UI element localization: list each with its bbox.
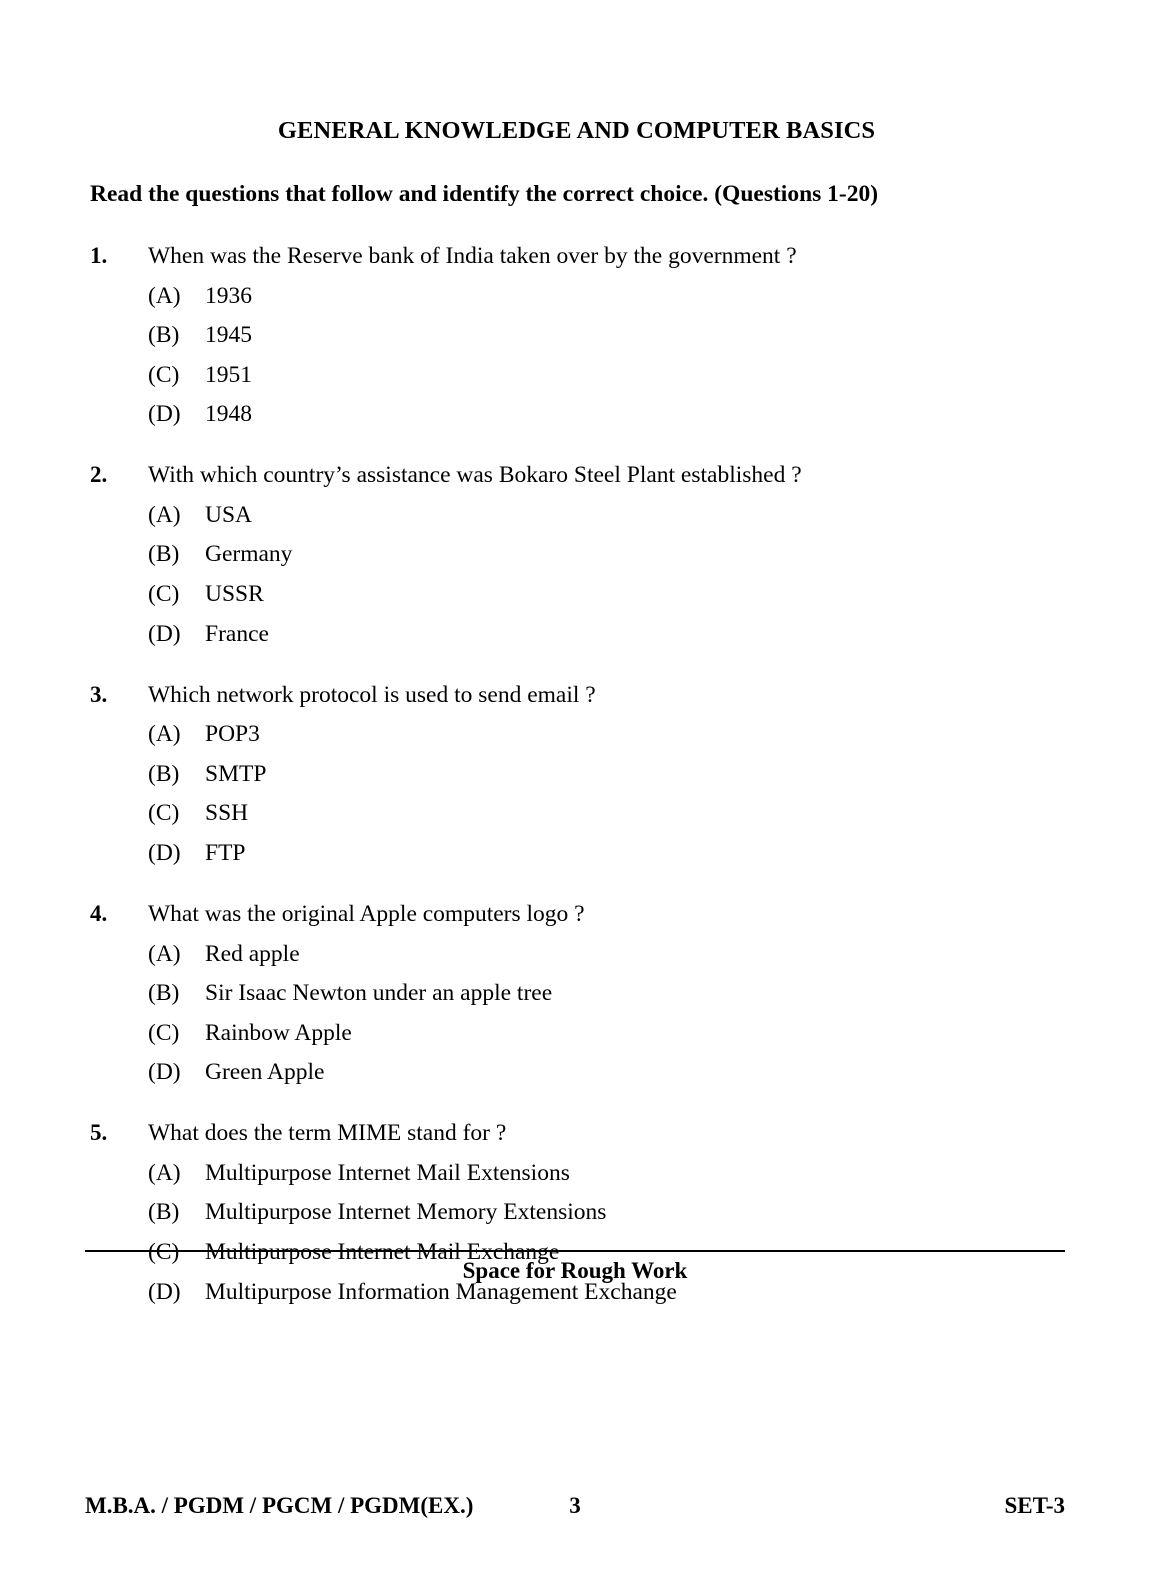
footer-exam-code: M.B.A. / PGDM / PGCM / PGDM(EX.) bbox=[85, 1493, 474, 1518]
page-title: GENERAL KNOWLEDGE AND COMPUTER BASICS bbox=[277, 117, 876, 144]
option-letter: (B) bbox=[148, 322, 180, 349]
option-letter: (A) bbox=[148, 1159, 181, 1186]
question-text: When was the Reserve bank of India taken over by the government ? bbox=[148, 243, 797, 269]
rough-work-divider bbox=[85, 1250, 1065, 1252]
answer-option[interactable] bbox=[90, 318, 1080, 352]
question-prompt bbox=[90, 458, 1080, 492]
question-list bbox=[90, 239, 1080, 1336]
question-prompt bbox=[90, 897, 1080, 931]
option-letter: (A) bbox=[148, 940, 181, 967]
answer-option[interactable] bbox=[90, 1156, 1080, 1190]
option-letter: (B) bbox=[148, 980, 180, 1007]
answer-option[interactable] bbox=[90, 757, 1080, 791]
question-prompt bbox=[90, 678, 1080, 712]
question-number: 5. bbox=[90, 1120, 108, 1146]
option-text: Green Apple bbox=[205, 1059, 325, 1086]
answer-option[interactable] bbox=[90, 397, 1080, 431]
answer-option[interactable] bbox=[90, 537, 1080, 571]
option-letter: (C) bbox=[148, 1238, 180, 1265]
option-text: Multipurpose Internet Mail Exchange bbox=[205, 1238, 560, 1265]
option-text: FTP bbox=[205, 839, 246, 866]
question-text: With which country’s assistance was Bokaro Steel Plant established ? bbox=[148, 462, 802, 489]
question-number: 2. bbox=[90, 462, 108, 488]
option-letter: (D) bbox=[148, 401, 181, 428]
option-letter: (B) bbox=[148, 760, 180, 787]
question-block bbox=[90, 897, 1080, 1089]
option-text: POP3 bbox=[205, 721, 260, 748]
option-text: 1945 bbox=[205, 322, 252, 349]
answer-option[interactable] bbox=[90, 617, 1080, 651]
rough-work-label: Space for Rough Work bbox=[462, 1258, 688, 1283]
question-number: 3. bbox=[90, 681, 108, 707]
option-letter: (D) bbox=[148, 1059, 181, 1086]
answer-option[interactable] bbox=[90, 498, 1080, 532]
option-letter: (D) bbox=[148, 620, 181, 647]
option-text: 1936 bbox=[205, 282, 252, 309]
option-text: Red apple bbox=[205, 940, 300, 967]
question-block bbox=[90, 239, 1080, 431]
option-text: USSR bbox=[205, 581, 264, 607]
option-text: France bbox=[205, 620, 269, 647]
option-text: USA bbox=[205, 501, 253, 528]
option-letter: (B) bbox=[148, 541, 180, 568]
answer-option[interactable] bbox=[90, 796, 1080, 830]
question-text: What was the original Apple computers logo ? bbox=[148, 900, 585, 927]
question-block bbox=[90, 678, 1080, 870]
answer-option[interactable] bbox=[90, 577, 1080, 611]
option-letter: (B) bbox=[148, 1199, 180, 1226]
answer-option[interactable] bbox=[90, 836, 1080, 870]
option-letter: (C) bbox=[148, 361, 180, 388]
question-prompt bbox=[90, 239, 1080, 273]
option-text: SSH bbox=[205, 800, 249, 827]
option-text: SMTP bbox=[205, 760, 267, 787]
option-letter: (D) bbox=[148, 1278, 181, 1305]
question-prompt bbox=[90, 1116, 1080, 1150]
option-letter: (C) bbox=[148, 800, 180, 827]
option-text: Germany bbox=[205, 541, 293, 568]
option-text: Multipurpose Information Management Exchange bbox=[205, 1278, 677, 1305]
option-text: 1951 bbox=[205, 361, 252, 388]
option-text: Rainbow Apple bbox=[205, 1019, 352, 1046]
question-block bbox=[90, 458, 1080, 650]
option-letter: (C) bbox=[148, 581, 180, 607]
question-text: What does the term MIME stand for ? bbox=[148, 1120, 507, 1147]
question-number: 4. bbox=[90, 900, 108, 926]
answer-option[interactable] bbox=[90, 1055, 1080, 1089]
option-letter: (D) bbox=[148, 839, 181, 866]
answer-option[interactable] bbox=[90, 976, 1080, 1010]
answer-option[interactable] bbox=[90, 279, 1080, 313]
option-text: Sir Isaac Newton under an apple tree bbox=[205, 980, 553, 1007]
footer-page-number: 3 bbox=[569, 1493, 581, 1518]
answer-option[interactable] bbox=[90, 358, 1080, 392]
instruction-text: Read the questions that follow and identify the correct choice. (Questions 1-20) bbox=[90, 181, 879, 207]
page-footer bbox=[85, 1493, 1065, 1525]
option-text: Multipurpose Internet Mail Extensions bbox=[205, 1159, 570, 1186]
footer-set-label: SET-3 bbox=[1004, 1493, 1065, 1518]
option-text: 1948 bbox=[205, 401, 252, 428]
question-number: 1. bbox=[90, 243, 108, 268]
option-text: Multipurpose Internet Memory Extensions bbox=[205, 1199, 607, 1226]
option-letter: (C) bbox=[148, 1019, 180, 1046]
answer-option[interactable] bbox=[90, 717, 1080, 751]
answer-option[interactable] bbox=[90, 1016, 1080, 1050]
question-text: Which network protocol is used to send email ? bbox=[148, 681, 596, 708]
option-letter: (A) bbox=[148, 282, 181, 309]
answer-option[interactable] bbox=[90, 937, 1080, 971]
option-letter: (A) bbox=[148, 721, 181, 748]
option-letter: (A) bbox=[148, 501, 181, 528]
answer-option[interactable] bbox=[90, 1195, 1080, 1229]
